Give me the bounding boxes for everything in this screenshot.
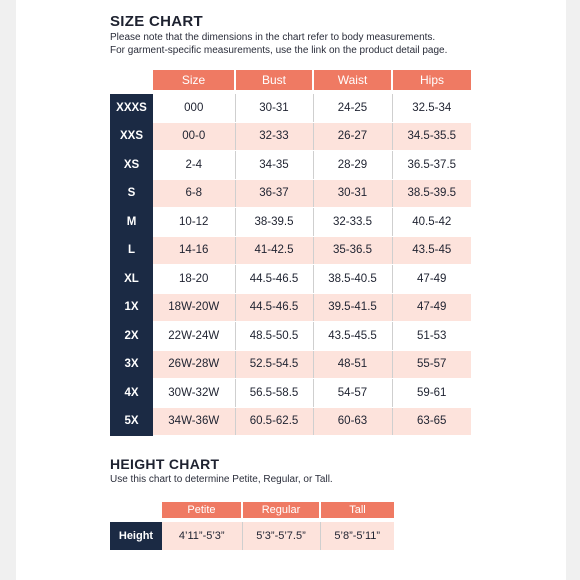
size-cell: 6-8 [153,179,235,208]
size-chart-note-line2: For garment-specific measurements, use the link on the product detail page. [110,45,448,56]
size-cell: 18W-20W [153,293,235,322]
table-row [110,208,471,237]
size-cell: 14-16 [153,236,235,265]
size-cell: 34W-36W [153,407,235,436]
table-row [110,293,471,322]
size-chart-table [110,70,471,436]
bust-cell: 52.5-54.5 [235,350,313,379]
size-cell: 30W-32W [153,379,235,408]
size-cell: 26W-28W [153,350,235,379]
bust-cell: 48.5-50.5 [235,322,313,351]
waist-cell: 43.5-45.5 [313,322,392,351]
table-row [110,322,471,351]
bust-cell: 38-39.5 [235,208,313,237]
waist-cell: 60-63 [313,407,392,436]
hips-cell: 55-57 [392,350,471,379]
column-header-regular: Regular [242,502,320,518]
bust-cell: 60.5-62.5 [235,407,313,436]
height-chart-note: Use this chart to determine Petite, Regular, or Tall. [110,474,333,485]
table-row [110,407,471,436]
table-row [110,265,471,294]
table-row [110,236,471,265]
height-chart-title: HEIGHT CHART [110,456,220,472]
hips-cell: 38.5-39.5 [392,179,471,208]
row-label: XXS [110,122,153,151]
height-petite-value: 4’11”-5’3” [162,522,242,550]
row-label: 2X [110,322,153,351]
bust-cell: 32-33 [235,122,313,151]
column-header-hips: Hips [392,70,471,90]
waist-cell: 32-33.5 [313,208,392,237]
size-cell: 22W-24W [153,322,235,351]
bust-cell: 44.5-46.5 [235,265,313,294]
height-chart-table [110,502,394,550]
row-label: L [110,236,153,265]
waist-cell: 28-29 [313,151,392,180]
column-header-petite: Petite [162,502,242,518]
waist-cell: 48-51 [313,350,392,379]
row-label: 3X [110,350,153,379]
row-label: S [110,179,153,208]
waist-cell: 54-57 [313,379,392,408]
left-frame-border [0,0,16,580]
height-row [110,522,394,550]
table-row [110,122,471,151]
row-label: XL [110,265,153,294]
waist-cell: 30-31 [313,179,392,208]
row-label: 5X [110,407,153,436]
size-chart-note-line1: Please note that the dimensions in the chart refer to body measurements. [110,32,436,43]
size-cell: 000 [153,94,235,122]
table-row [110,179,471,208]
size-cell: 10-12 [153,208,235,237]
size-cell: 2-4 [153,151,235,180]
table-row [110,379,471,408]
column-header-bust: Bust [235,70,313,90]
row-label: M [110,208,153,237]
row-label: 4X [110,379,153,408]
table-row [110,94,471,122]
row-label-height: Height [110,522,162,550]
hips-cell: 47-49 [392,265,471,294]
size-chart-title: SIZE CHART [110,13,203,30]
bust-cell: 34-35 [235,151,313,180]
height-tall-value: 5’8”-5’11” [320,522,394,550]
hips-cell: 47-49 [392,293,471,322]
hips-cell: 36.5-37.5 [392,151,471,180]
row-label: 1X [110,293,153,322]
row-label: XS [110,151,153,180]
column-header-tall: Tall [320,502,394,518]
size-cell: 00-0 [153,122,235,151]
bust-cell: 41-42.5 [235,236,313,265]
waist-cell: 38.5-40.5 [313,265,392,294]
waist-cell: 26-27 [313,122,392,151]
hips-cell: 32.5-34 [392,94,471,122]
bust-cell: 44.5-46.5 [235,293,313,322]
table-row [110,151,471,180]
bust-cell: 56.5-58.5 [235,379,313,408]
right-frame-border [566,0,580,580]
corner-blank [110,70,153,90]
hips-cell: 51-53 [392,322,471,351]
hips-cell: 34.5-35.5 [392,122,471,151]
waist-cell: 39.5-41.5 [313,293,392,322]
table-row [110,350,471,379]
hips-cell: 40.5-42 [392,208,471,237]
waist-cell: 24-25 [313,94,392,122]
row-label: XXXS [110,94,153,122]
size-cell: 18-20 [153,265,235,294]
bust-cell: 30-31 [235,94,313,122]
height-regular-value: 5’3”-5’7.5” [242,522,320,550]
bust-cell: 36-37 [235,179,313,208]
height-corner-blank [110,502,162,518]
waist-cell: 35-36.5 [313,236,392,265]
column-header-waist: Waist [313,70,392,90]
size-chart-body [110,90,471,436]
hips-cell: 63-65 [392,407,471,436]
hips-cell: 43.5-45 [392,236,471,265]
column-header-size: Size [153,70,235,90]
hips-cell: 59-61 [392,379,471,408]
